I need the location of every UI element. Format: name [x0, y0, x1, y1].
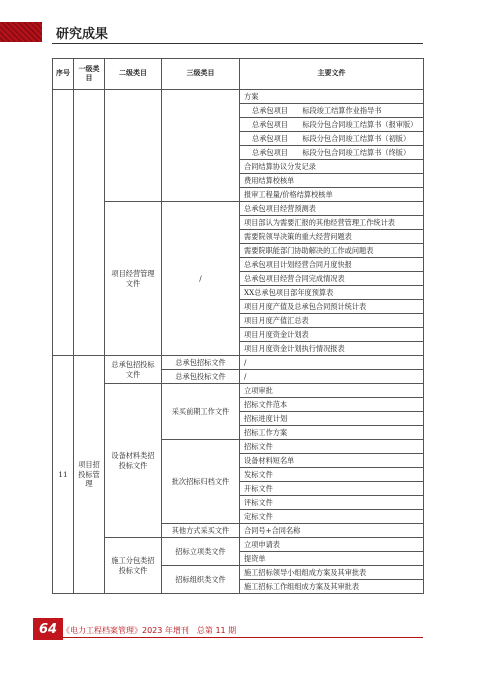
file-cell: 招标文件范本 [240, 398, 424, 412]
file-cell: 施工招标工作组组成方案及其审批表 [240, 580, 424, 594]
file-cell: 项目月度产值汇总表 [240, 314, 424, 328]
col-header-level1: 一级类目 [74, 59, 105, 90]
file-cell: 合同结算协议分发记录 [240, 160, 424, 174]
file-cell: 总承包项目 标段分包合同竣工结算书（初版） [240, 132, 424, 146]
file-cell: 费用结算校核单 [240, 174, 424, 188]
level2-cell: 施工分包类招投标文件 [105, 538, 162, 594]
file-cell: 项目部认为需要汇报的其他经营管理工作统计表 [240, 216, 424, 230]
file-cell: 开标文件 [240, 482, 424, 496]
header-accent-band [0, 22, 42, 42]
level2-cell: 设备材料类招投标文件 [105, 384, 162, 538]
file-cell: 发标文件 [240, 468, 424, 482]
level3-cell: 总承包投标文件 [162, 370, 240, 384]
file-cell: XX总承包项目部年度预算表 [240, 286, 424, 300]
level1-cell-prev [74, 90, 105, 356]
file-cell: / [240, 356, 424, 370]
file-cell: 设备材料短名单 [240, 454, 424, 468]
seq-cell: 11 [53, 356, 74, 594]
file-cell: 立项申请表 [240, 538, 424, 552]
file-cell: 施工招标领导小组组成方案及其审批表 [240, 566, 424, 580]
footer-rule [62, 637, 423, 638]
file-cell: 定标文件 [240, 510, 424, 524]
col-header-files: 主要文件 [240, 59, 424, 90]
section-title: 研究成果 [56, 27, 109, 42]
level2-cell-prev [105, 90, 162, 202]
col-header-seq: 序号 [53, 59, 74, 90]
file-cell: 总承包项目经营合同完成情况表 [240, 272, 424, 286]
file-cell: 项目月度产值及总承包合同预计统计表 [240, 300, 424, 314]
file-cell: 立项审批 [240, 384, 424, 398]
file-cell: 总承包项目 标段分包合同竣工结算书（报审版） [240, 118, 424, 132]
file-cell: 提资单 [240, 552, 424, 566]
level3-cell-prev [162, 90, 240, 202]
file-cell: 报审工程量/价格结算校核单 [240, 188, 424, 202]
file-cell: 评标文件 [240, 496, 424, 510]
level3-cell: 采买前期工作文件 [162, 384, 240, 440]
file-cell: 总承包项目 标段竣工结算作业指导书 [240, 104, 424, 118]
seq-cell-prev [53, 90, 74, 356]
header-rule [52, 43, 423, 44]
file-cell: 需要院领导决策的重大经营问题表 [240, 230, 424, 244]
file-cell: 合同号+合同名称 [240, 524, 424, 538]
file-cell: 招标工作方案 [240, 426, 424, 440]
page-number-badge: 64 [33, 618, 63, 640]
file-cell: 招标进度计划 [240, 412, 424, 426]
table-header-row [53, 59, 424, 90]
level3-cell: 总承包招标文件 [162, 356, 240, 370]
col-header-level3: 三级类目 [162, 59, 240, 90]
level3-cell: 批次招标归档文件 [162, 440, 240, 524]
level3-cell: 其他方式采买文件 [162, 524, 240, 538]
file-cell: 总承包项目经营预测表 [240, 202, 424, 216]
file-cell: 需要院职能部门协助解决的工作或问题表 [240, 244, 424, 258]
file-cell: 项目月度资金计划表 [240, 328, 424, 342]
journal-citation: 《电力工程档案管理》2023 年增刊 总第 11 期 [62, 626, 237, 635]
archive-classification-table [52, 58, 424, 594]
file-cell: 总承包项目计划经营合同月度快报 [240, 258, 424, 272]
level1-cell: 项目招投标管理 [74, 356, 105, 594]
file-cell: 项目月度资金计划执行情况报表 [240, 342, 424, 356]
level2-cell: 总承包招投标文件 [105, 356, 162, 384]
level3-cell: / [162, 202, 240, 356]
level3-cell: 招标立项类文件 [162, 538, 240, 566]
level3-cell: 招标组织类文件 [162, 566, 240, 594]
file-cell: 招标文件 [240, 440, 424, 454]
file-cell: / [240, 370, 424, 384]
file-cell: 方案 [240, 90, 424, 104]
level2-cell: 项目经营管理文件 [105, 202, 162, 356]
col-header-level2: 二级类目 [105, 59, 162, 90]
file-cell: 总承包项目 标段分包合同竣工结算书（终版） [240, 146, 424, 160]
